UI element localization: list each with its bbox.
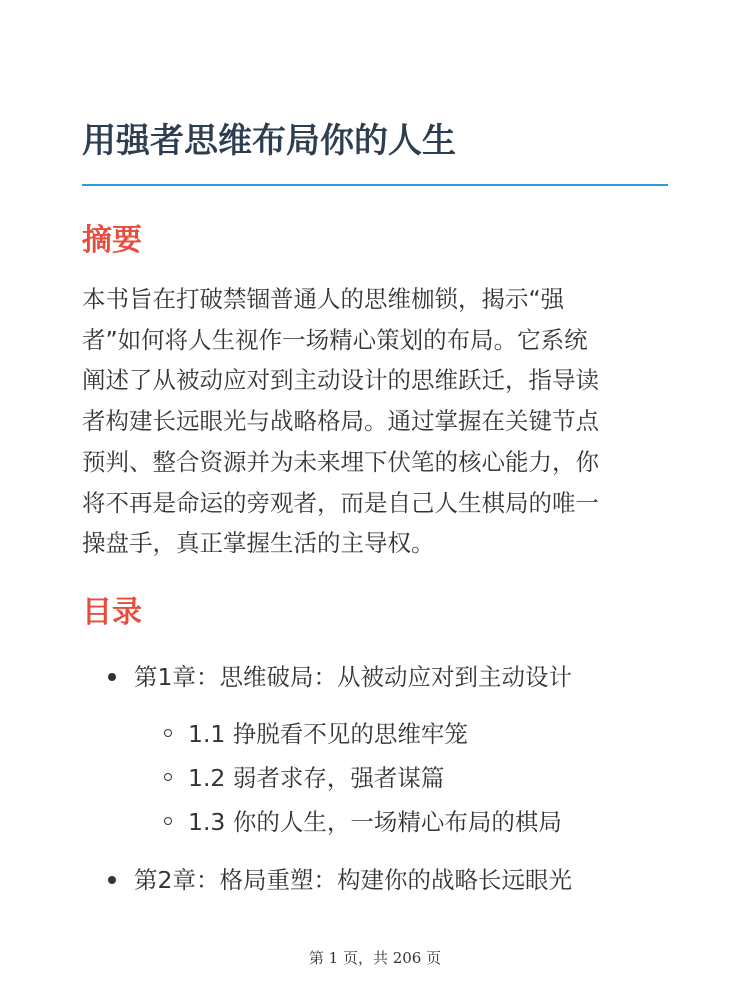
page-number-footer: 第 1 页，共 206 页 (308, 949, 442, 967)
book-title: 用强者思维布局你的人生 (82, 121, 456, 161)
hollow-bullet-icon (164, 817, 172, 825)
abstract-line: 者”如何将人生视作一场精心策划的布局。它系统 (82, 325, 588, 354)
abstract-line: 操盘手，真正掌握生活的主导权。 (82, 529, 435, 558)
abstract-line: 将不再是命运的旁观者，而是自己人生棋局的唯一 (82, 488, 599, 517)
toc-section-label: 1.2 弱者求存，强者谋篇 (188, 764, 445, 792)
toc-chapter-label: 第1章：思维破局：从被动应对到主动设计 (134, 663, 572, 691)
filled-bullet-icon (108, 876, 116, 884)
toc-heading: 目录 (82, 595, 142, 630)
abstract-line: 本书旨在打破禁锢普通人的思维枷锁，揭示“强 (82, 285, 565, 313)
abstract-line: 预判、整合资源并为未来埋下伏笔的核心能力，你 (82, 447, 599, 476)
title-divider (82, 184, 668, 186)
toc-section-label: 1.1 挣脱看不见的思维牢笼 (188, 720, 468, 748)
abstract-body (82, 279, 668, 564)
filled-bullet-icon (108, 673, 116, 681)
abstract-line: 者构建长远眼光与战略格局。通过掌握在关键节点 (82, 407, 599, 436)
abstract-line: 阐述了从被动应对到主动设计的思维跃迁，指导读 (82, 366, 599, 395)
toc-chapter-label: 第2章：格局重塑：构建你的战略长远眼光 (134, 866, 572, 894)
hollow-bullet-icon (164, 729, 172, 737)
document-page (82, 0, 668, 1000)
hollow-bullet-icon (164, 773, 172, 781)
toc-section-label: 1.3 你的人生，一场精心布局的棋局 (188, 808, 562, 836)
abstract-heading: 摘要 (82, 223, 142, 258)
